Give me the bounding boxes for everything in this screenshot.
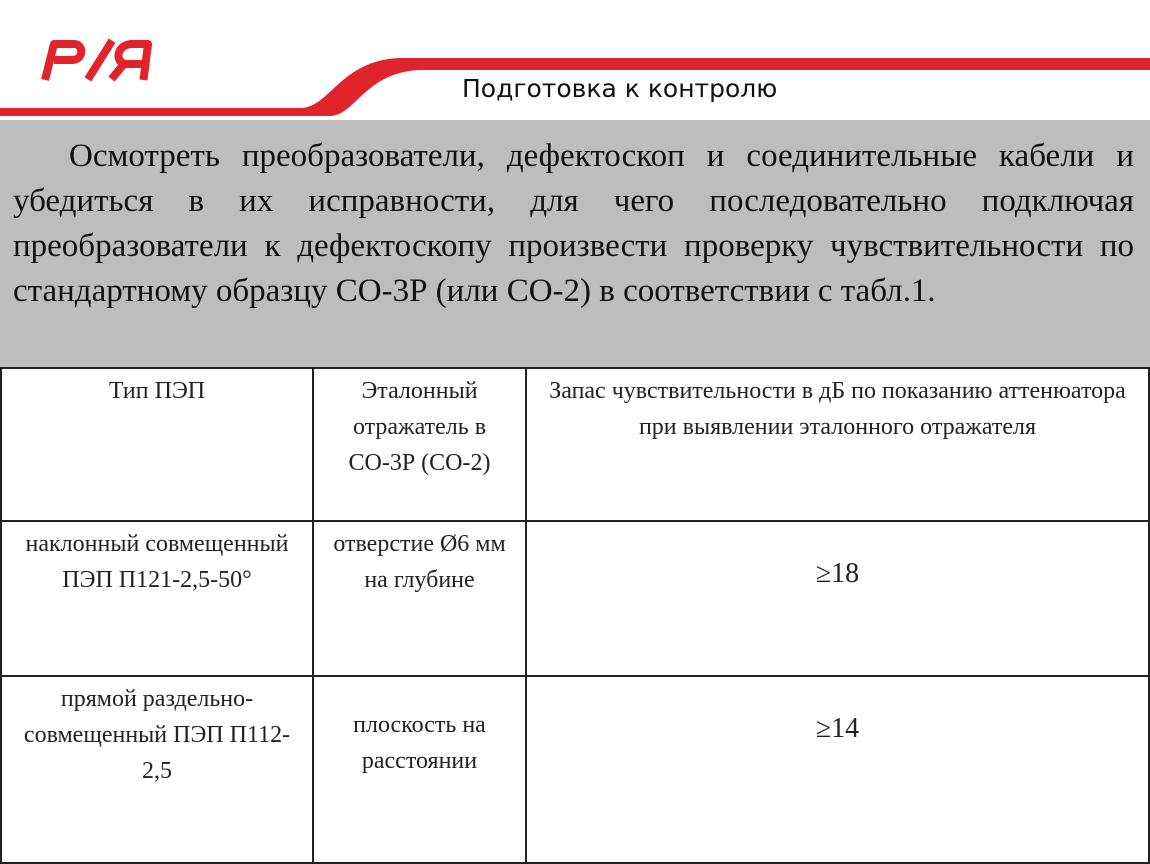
intro-text: Осмотреть преобразователи, дефектоскоп и соединительные кабели и убедиться в их исправности, для чего последовательно подключая преобразователи к дефектоскопу произвести проверку чувствительности по стандартному образцу СО-3Р (или СО-2) в соответствии с табл.1.	[13, 138, 1134, 309]
rzd-logo	[40, 36, 152, 82]
intro-block	[0, 122, 1150, 368]
cell-type	[1, 676, 313, 863]
cell-reflector-text: отверстие Ø6 мм на глубине	[333, 531, 506, 593]
cell-type-text: прямой раздельно-совмещенный ПЭП П112-2,5	[23, 686, 291, 784]
cell-reflector	[313, 676, 526, 863]
header-cell-margin: Запас чувствительности в дБ по показанию аттенюатора при выявлении эталонного отражателя	[526, 368, 1149, 521]
header-cell-type: Тип ПЭП	[1, 368, 313, 521]
header-cell-reflector: Эталонный отражатель в СО-3Р (СО-2)	[313, 368, 526, 521]
cell-reflector-text: плоскость на расстоянии	[353, 712, 486, 774]
cell-type	[1, 521, 313, 676]
cell-margin-value: ≥14	[815, 713, 860, 744]
page-title: Подготовка к контролю	[462, 74, 778, 103]
cell-margin	[526, 676, 1149, 863]
cell-reflector	[313, 521, 526, 676]
cell-margin-value: ≥18	[815, 558, 860, 589]
header-band	[0, 0, 1150, 122]
cell-type-text: наклонный совмещенный ПЭП П121-2,5-50°	[25, 531, 289, 593]
table-row	[1, 676, 1149, 863]
table-header-row	[1, 368, 1149, 521]
table-row	[1, 521, 1149, 676]
cell-margin	[526, 521, 1149, 676]
sensitivity-table	[0, 367, 1150, 864]
